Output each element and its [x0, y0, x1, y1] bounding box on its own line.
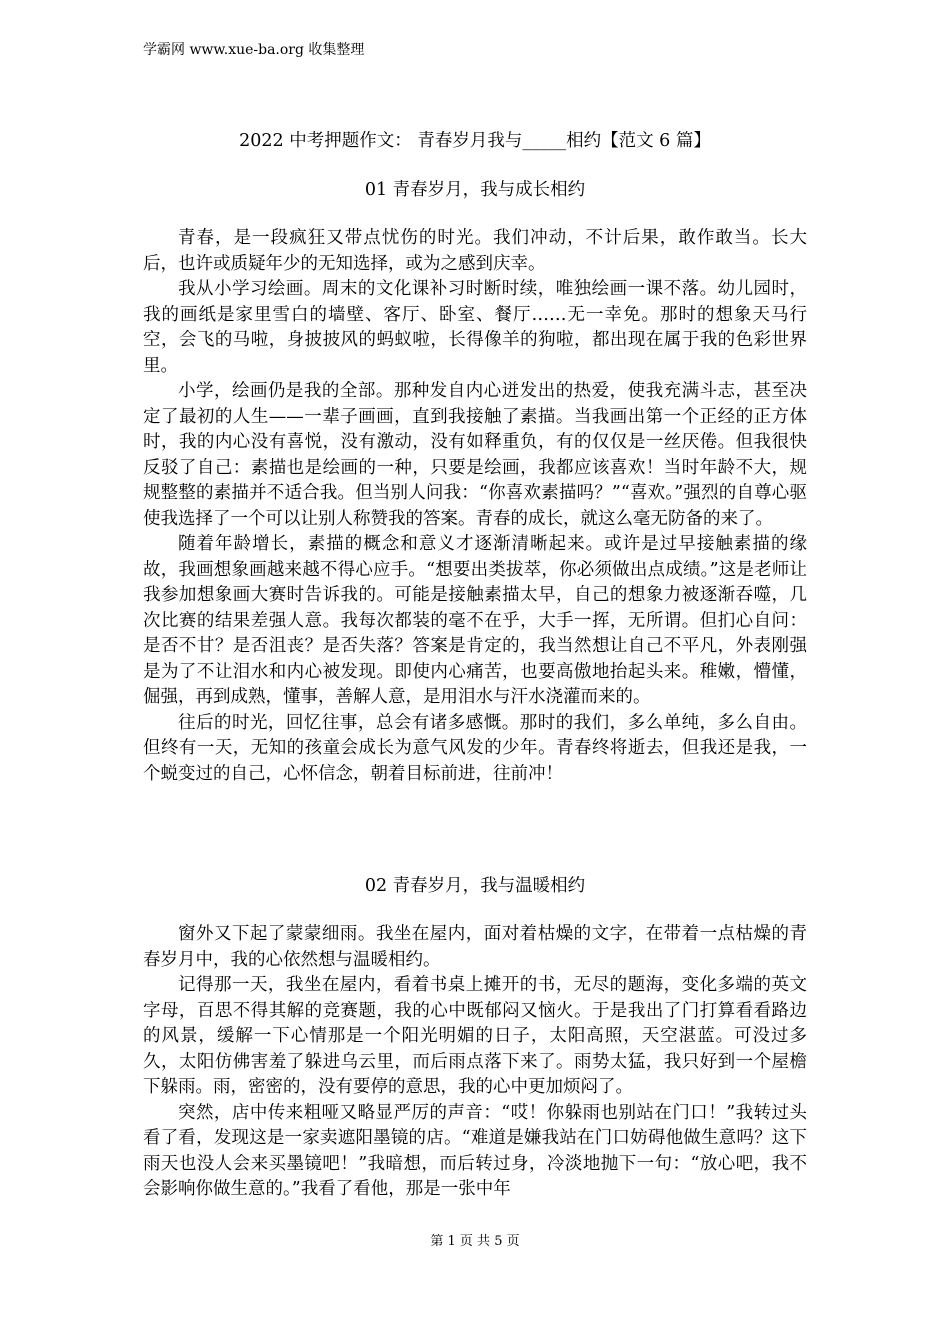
page-number-footer: 第 1 页 共 5 页: [430, 1234, 520, 1249]
paragraph: 随着年龄增长，素描的概念和意义才逐渐清晰起来。或许是过早接触素描的缘故，我画想象画越来越不得心应手。“想要出类拔萃，你必须做出点成绩。”这是老师让我参加想象画大赛时告诉我的。可能是接触素描太早，自己的想象力被逐渐吞噬，几次比赛的结果差强人意。我每次都装的毫不在乎，大手一挥，无所谓。但扪心自问：是否不甘？是否沮丧？是否失落？答案是肯定的，我当然想让自己不平凡，外表刚强是为了不让泪水和内心被发现。即使内心痛苦，也要高傲地抬起头来。稚嫩，懵懂，倔强，再到成熟，懂事，善解人意，是用泪水与汗水浇灌而来的。: [143, 534, 807, 707]
section-heading-1: 01 青春岁月，我与成长相约: [364, 180, 586, 200]
header-source-note: 学霸网 www.xue-ba.org 收集整理: [143, 42, 365, 58]
paragraph: 记得那一天，我坐在屋内，看着书桌上摊开的书，无尽的题海，变化多端的英文字母，百思不得其解的竞赛题，我的心中既郁闷又恼火。于是我出了门打算看看路边的风景，缓解一下心情那是一个阳光明媚的日子，太阳高照，天空湛蓝。可没过多久，太阳仿佛害羞了躲进乌云里，而后雨点落下来了。雨势太猛，我只好到一个屋檐下躲雨。雨，密密的，没有要停的意思，我的心中更加烦闷了。: [143, 975, 807, 1097]
document-title: 2022 中考押题作文： 青春岁月我与_____相约【范文 6 篇】: [239, 131, 711, 151]
paragraph: 往后的时光，回忆往事，总会有诸多感慨。那时的我们，多么单纯，多么自由。但终有一天，无知的孩童会成长为意气风发的少年。青春终将逝去，但我还是我，一个蜕变过的自己，心怀信念，朝着目标前进，往前冲！: [143, 712, 807, 784]
paragraph: 窗外又下起了蒙蒙细雨。我坐在屋内，面对着枯燥的文字，在带着一点枯燥的青春岁月中，我的心依然想与温暖相约。: [143, 924, 807, 970]
paragraph: 突然，店中传来粗哑又略显严厉的声音：“哎！你躲雨也别站在门口！”我转过头看了看，发现这是一家卖遮阳墨镜的店。“难道是嫌我站在门口妨碍他做生意吗？这下雨天也没人会来买墨镜吧！”我暗想，而后转过身，冷淡地抛下一句：“放心吧，我不会影响你做生意的。”我看了看他，那是一张中年: [143, 1102, 807, 1199]
section-body-2: [143, 922, 807, 1203]
section-heading-2: 02 青春岁月，我与温暖相约: [364, 876, 586, 896]
section-body-1: [143, 226, 807, 787]
paragraph: 我从小学习绘画。周末的文化课补习时断时续，唯独绘画一课不落。幼儿园时，我的画纸是家里雪白的墙壁、客厅、卧室、餐厅……无一幸免。那时的想象天马行空，会飞的马啦，身披披风的蚂蚁啦，长得像羊的狗啦，都出现在属于我的色彩世界里。: [143, 279, 807, 376]
paragraph: 青春，是一段疯狂又带点忧伤的时光。我们冲动，不计后果，敢作敢当。长大后，也许或质疑年少的无知选择，或为之感到庆幸。: [143, 228, 807, 274]
paragraph: 小学，绘画仍是我的全部。那种发自内心迸发出的热爱，使我充满斗志，甚至决定了最初的人生——一辈子画画，直到我接触了素描。当我画出第一个正经的正方体时，我的内心没有喜悦，没有激动，没有如释重负，有的仅仅是一丝厌倦。但我很快反驳了自己：素描也是绘画的一种，只要是绘画，我都应该喜欢！当时年龄不大，规规整整的素描并不适合我。但当别人问我：“你喜欢素描吗？”“喜欢。”强烈的自尊心驱使我选择了一个可以让别人称赞我的答案。青春的成长，就这么毫无防备的来了。: [143, 381, 807, 529]
